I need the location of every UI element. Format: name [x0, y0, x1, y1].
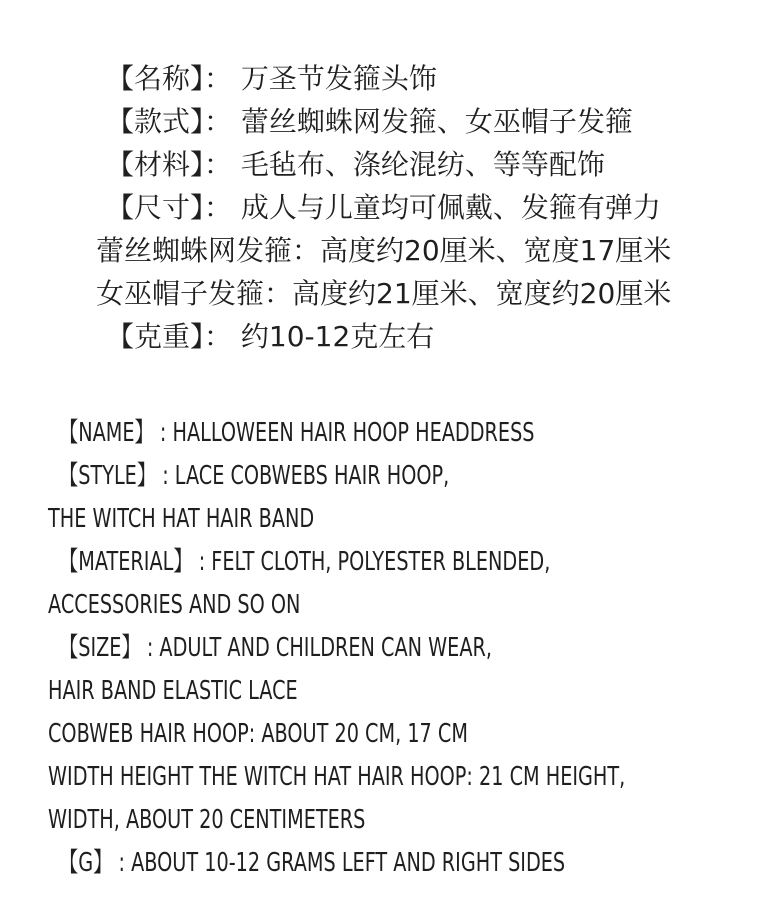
- text-line: 【尺寸】： 成人与儿童均可佩戴、发箍有弹力: [106, 191, 661, 224]
- english-description-section: [0, 412, 780, 885]
- text-line: WIDTH, ABOUT 20 CENTIMETERS: [48, 805, 366, 835]
- text-line: 【STYLE】 : LACE COBWEBS HAIR HOOP,: [59, 461, 450, 491]
- text-line: 【NAME】 : HALLOWEEN HAIR HOOP HEADDRESS: [59, 418, 535, 448]
- text-line: 【名称】： 万圣节发箍头饰: [106, 62, 437, 95]
- text-line: COBWEB HAIR HOOP: ABOUT 20 CM, 17 CM: [48, 719, 468, 749]
- text-line: 蕾丝蜘蛛网发箍：高度约20厘米、宽度17厘米: [96, 234, 672, 267]
- text-line: THE WITCH HAT HAIR BAND: [48, 504, 315, 534]
- chinese-description-section: [0, 0, 780, 358]
- text-line: 【MATERIAL】 : FELT CLOTH, POLYESTER BLENDED,: [59, 547, 551, 577]
- text-line: 【材料】： 毛毡布、涤纶混纺、等等配饰: [106, 148, 605, 181]
- text-line: 【款式】： 蕾丝蜘蛛网发箍、女巫帽子发箍: [106, 105, 633, 138]
- text-line: ACCESSORIES AND SO ON: [48, 590, 301, 620]
- text-line: 【G】 : ABOUT 10-12 GRAMS LEFT AND RIGHT SIDES: [59, 848, 566, 878]
- text-line: 【SIZE】 : ADULT AND CHILDREN CAN WEAR,: [59, 633, 492, 663]
- text-line: 【克重】： 约10-12克左右: [106, 320, 435, 353]
- text-line: 女巫帽子发箍：高度约21厘米、宽度约20厘米: [96, 277, 672, 310]
- text-line: WIDTH HEIGHT THE WITCH HAT HAIR HOOP: 21 CM HEIGHT,: [48, 762, 626, 792]
- text-line: HAIR BAND ELASTIC LACE: [48, 676, 298, 706]
